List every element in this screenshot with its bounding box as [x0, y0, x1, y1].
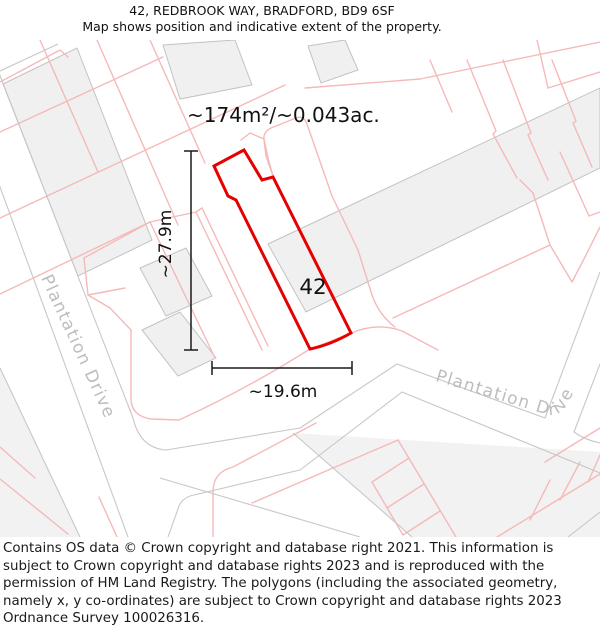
street-label-plantation-drive-right: Plantation Drive	[433, 366, 579, 421]
horizontal-dimension-label: ~19.6m	[248, 382, 318, 402]
vertical-dimension-label: ~27.9m	[156, 209, 176, 279]
horizontal-dimension-line	[212, 361, 352, 375]
building-block-top-left	[3, 48, 152, 276]
area-label: ~174m²/~0.043ac.	[187, 103, 380, 127]
street-label-plantation-drive-left: Plantation Drive	[36, 271, 120, 422]
property-number-label: 42	[299, 275, 327, 300]
map-canvas	[0, 40, 600, 537]
building-house-b	[142, 312, 216, 376]
building-small-top	[163, 40, 252, 99]
header	[0, 0, 524, 34]
map-container	[0, 40, 600, 537]
building-small-top-2	[308, 40, 358, 83]
buildings	[3, 40, 600, 376]
page-subtitle: Map shows position and indicative extent of the property.	[82, 19, 442, 34]
footer-copyright: Contains OS data © Crown copyright and database right 2021. This information is subject to Crown copyright and database rights 2023 and is reproduced with the permission of HM Land Registry. The polygons (including the associated geometry, namely x, y co-ordinates) are subject to Crown copyright and database rights 2023 Ordnance Survey 100026316.	[3, 541, 562, 625]
page-title: 42, REDBROOK WAY, BRADFORD, BD9 6SF	[129, 3, 395, 18]
building-house-a	[140, 248, 212, 316]
